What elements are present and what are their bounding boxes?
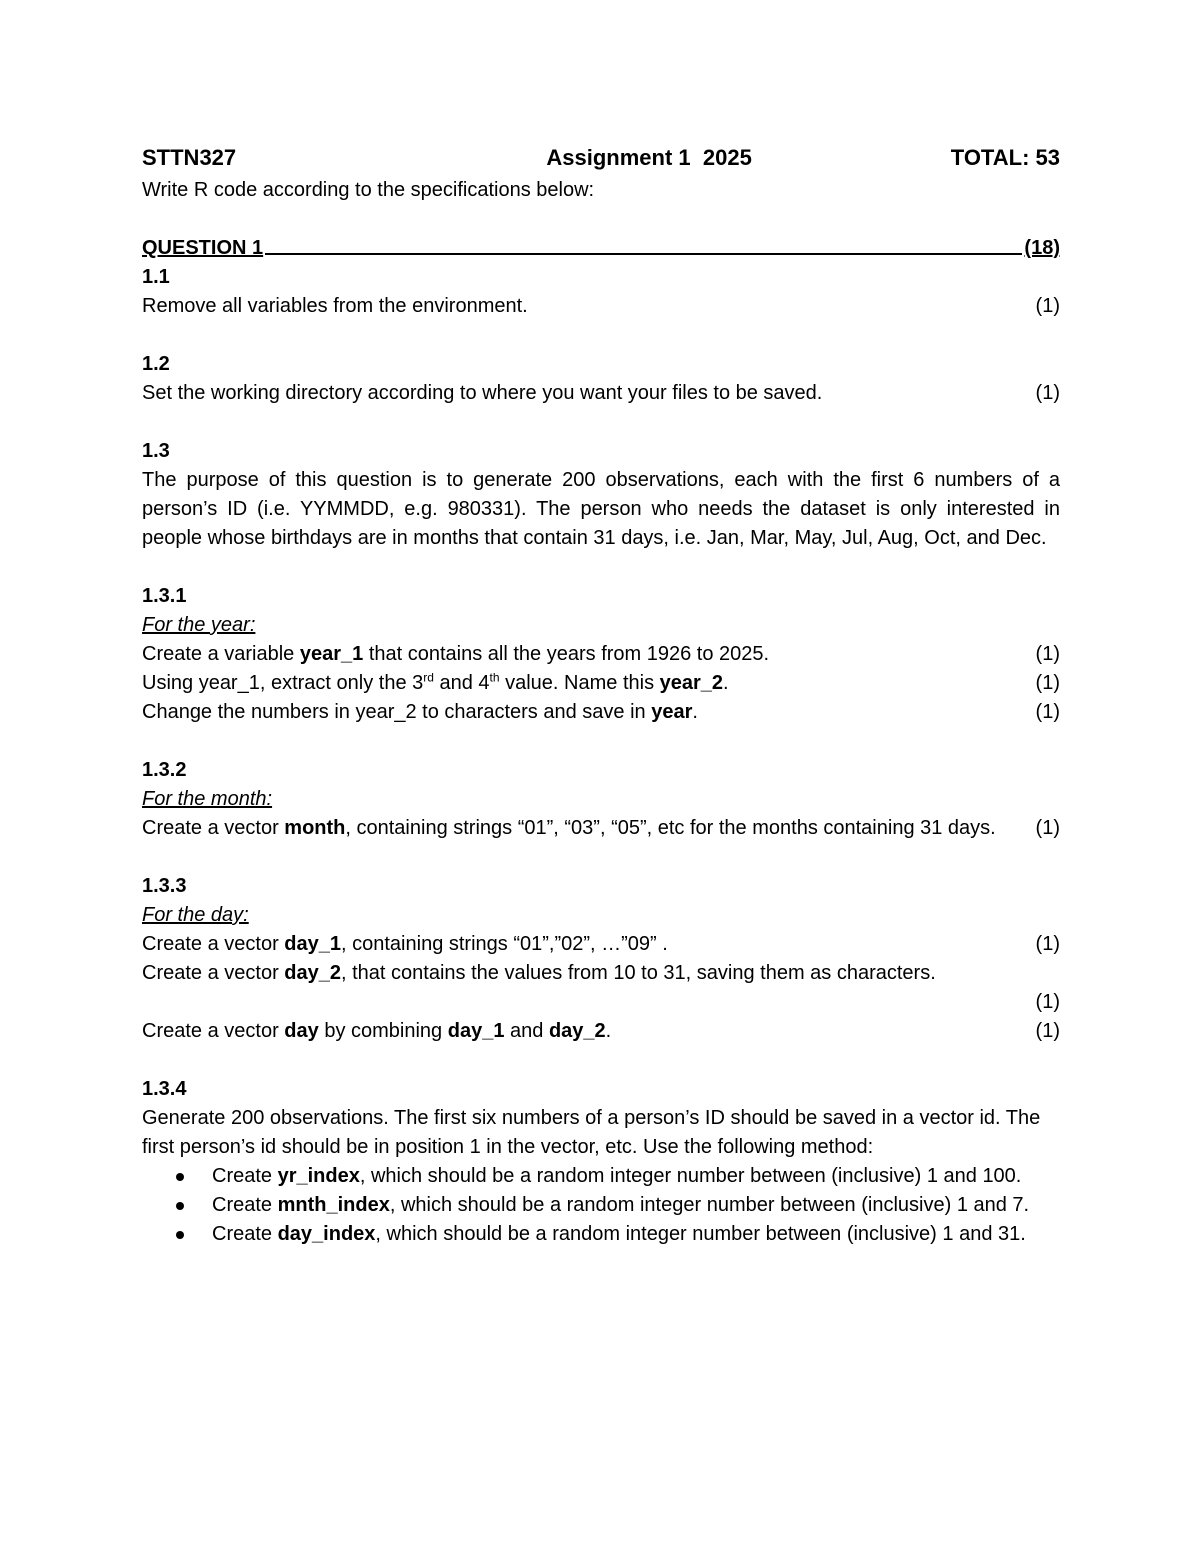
section-1-3-2-subtitle: For the month: <box>142 788 273 810</box>
bullet-icon <box>176 1231 184 1239</box>
section-1-3-3-line-1-mark: (1) <box>1035 933 1060 955</box>
section-1-3-text: The purpose of this question is to generate 200 observations, each with the first 6 numbers of a person’s ID (i.e. YYMMDD, e.g. 980331). The person who needs the dataset is only interested in people whose birthdays are in months that contain 31 days, i.e. Jan, Mar, May, Jul, Aug, Oct, and Dec. <box>142 469 1060 549</box>
section-1-1-row <box>142 292 1060 321</box>
section-1-3-3-number: 1.3.3 <box>142 875 187 897</box>
section-1-3-4-text: Generate 200 observations. The first six numbers of a person’s ID should be saved in a vector id. The first person’s id should be in position 1 in the vector, etc. Use the following method: <box>142 1107 1041 1158</box>
assignment-page <box>142 140 1060 1249</box>
section-1-3-3-line-2: Create a vector day_2, that contains the values from 10 to 31, saving them as characters. <box>142 962 936 984</box>
list-item: Create mnth_index, which should be a random integer number between (inclusive) 1 and 7. <box>212 1191 1060 1220</box>
section-1-3-3-subtitle: For the day: <box>142 904 249 926</box>
section-1-3-number: 1.3 <box>142 440 170 462</box>
heading-underline <box>265 234 1022 255</box>
section-1-3-1-number: 1.3.1 <box>142 585 187 607</box>
section-1-3-3-line-1: Create a vector day_1, containing strings “01”,”02”, …”09” . (1) <box>142 930 1060 959</box>
bullet-icon <box>176 1173 184 1181</box>
section-1-3-1-line-3-mark: (1) <box>1035 701 1060 723</box>
section-1-1-number: 1.1 <box>142 266 170 288</box>
list-item: Create yr_index, which should be a random integer number between (inclusive) 1 and 100. <box>212 1162 1060 1191</box>
section-1-1-mark: (1) <box>1035 295 1060 317</box>
section-1-3-3-line-3-mark: (1) <box>1035 1020 1060 1042</box>
section-1-2-mark: (1) <box>1035 382 1060 404</box>
list-item: Create day_index, which should be a random integer number between (inclusive) 1 and 31. <box>212 1220 1060 1249</box>
assignment-title: Assignment 1 2025 <box>546 145 752 170</box>
section-1-1-text: Remove all variables from the environment. <box>142 295 528 317</box>
section-1-3-1-line-1: Create a variable year_1 that contains all the years from 1926 to 2025. (1) <box>142 640 1060 669</box>
section-1-3-4-number: 1.3.4 <box>142 1078 187 1100</box>
section-1-3-3-line-3: Create a vector day by combining day_1 and day_2. (1) <box>142 1017 1060 1046</box>
bullet-icon <box>176 1202 184 1210</box>
section-1-2-row <box>142 379 1060 408</box>
question-1-title: QUESTION 1 <box>142 237 264 259</box>
course-code: STTN327 <box>142 145 237 170</box>
section-1-3-1-line-2: Using year_1, extract only the 3rd and 4th value. Name this year_2. (1) <box>142 669 1060 698</box>
section-1-3-3-line-2-mark: (1) <box>1035 991 1060 1013</box>
section-1-3-1-line-2-mark: (1) <box>1035 672 1060 694</box>
intro-text: Write R code according to the specifications below: <box>142 179 595 201</box>
section-1-3-2-line-1-mark: (1) <box>1035 817 1060 839</box>
question-1-marks: (18) <box>1024 237 1060 259</box>
section-1-2-number: 1.2 <box>142 353 170 375</box>
section-1-3-2-number: 1.3.2 <box>142 759 187 781</box>
document-header <box>142 140 1060 176</box>
section-1-3-1-line-1-mark: (1) <box>1035 643 1060 665</box>
section-1-3-1-line-3: Change the numbers in year_2 to characters and save in year. (1) <box>142 698 1060 727</box>
method-list <box>142 1162 1060 1249</box>
section-1-2-text: Set the working directory according to where you want your files to be saved. <box>142 382 823 404</box>
section-1-3-2-line-1: Create a vector month, containing strings “01”, “03”, “05”, etc for the months containing 31 days. (1) <box>142 814 1060 843</box>
section-1-3-1-subtitle: For the year: <box>142 614 256 636</box>
question-1-heading <box>142 234 1060 263</box>
total-marks: TOTAL: 53 <box>950 145 1060 170</box>
